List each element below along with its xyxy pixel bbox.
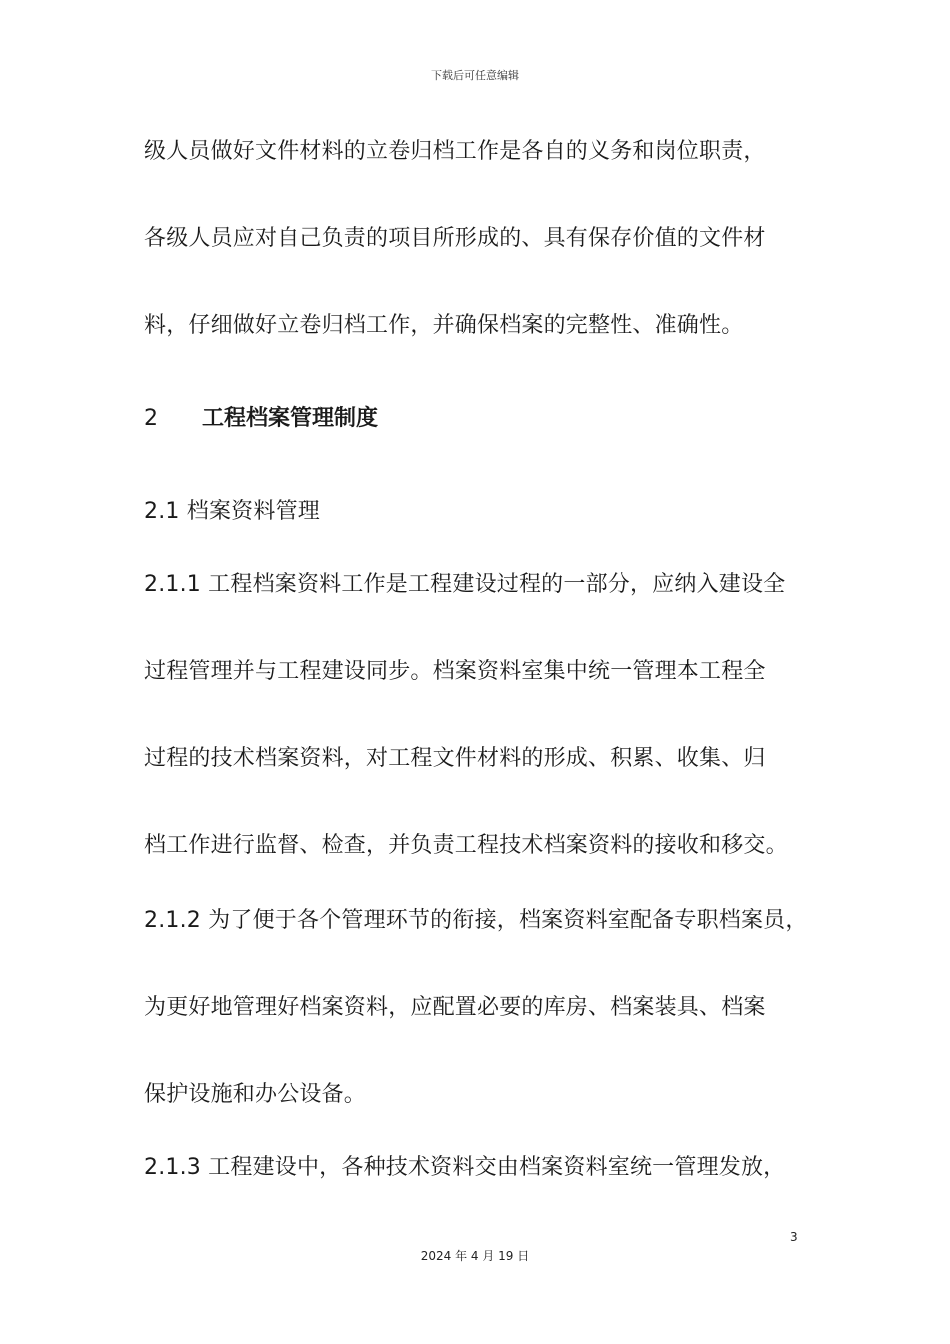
page-number: 3 xyxy=(790,1230,798,1244)
footer-date: 2024 年 4 月 19 日 xyxy=(420,1249,530,1263)
section-title: 工程档案管理制度 xyxy=(202,406,379,431)
page-header: 下载后可任意编辑 xyxy=(431,69,519,82)
body-line: 过程的技术档案资料，对工程文件材料的形成、积累、收集、归 xyxy=(144,746,766,771)
body-line: 档工作进行监督、检查，并负责工程技术档案资料的接收和移交。 xyxy=(144,833,788,858)
body-line: 2.1.2 为了便于各个管理环节的衔接，档案资料室配备专职档案员， xyxy=(144,908,808,933)
body-line: 2.1.1 工程档案资料工作是工程建设过程的一部分，应纳入建设全 xyxy=(144,572,786,597)
section-number: 2 xyxy=(144,406,158,431)
section-heading xyxy=(144,404,378,434)
body-line: 料，仔细做好立卷归档工作，并确保档案的完整性、准确性。 xyxy=(144,313,744,338)
body-line: 各级人员应对自己负责的项目所形成的、具有保存价值的文件材 xyxy=(144,226,766,251)
body-line: 过程管理并与工程建设同步。档案资料室集中统一管理本工程全 xyxy=(144,659,766,684)
body-line: 为更好地管理好档案资料，应配置必要的库房、档案装具、档案 xyxy=(144,995,766,1020)
body-line: 2.1.3 工程建设中，各种技术资料交由档案资料室统一管理发放， xyxy=(144,1155,786,1180)
subsection-heading: 2.1 档案资料管理 xyxy=(144,499,320,524)
body-line: 保护设施和办公设备。 xyxy=(144,1082,367,1107)
body-line: 级人员做好文件材料的立卷归档工作是各自的义务和岗位职责， xyxy=(144,139,766,164)
